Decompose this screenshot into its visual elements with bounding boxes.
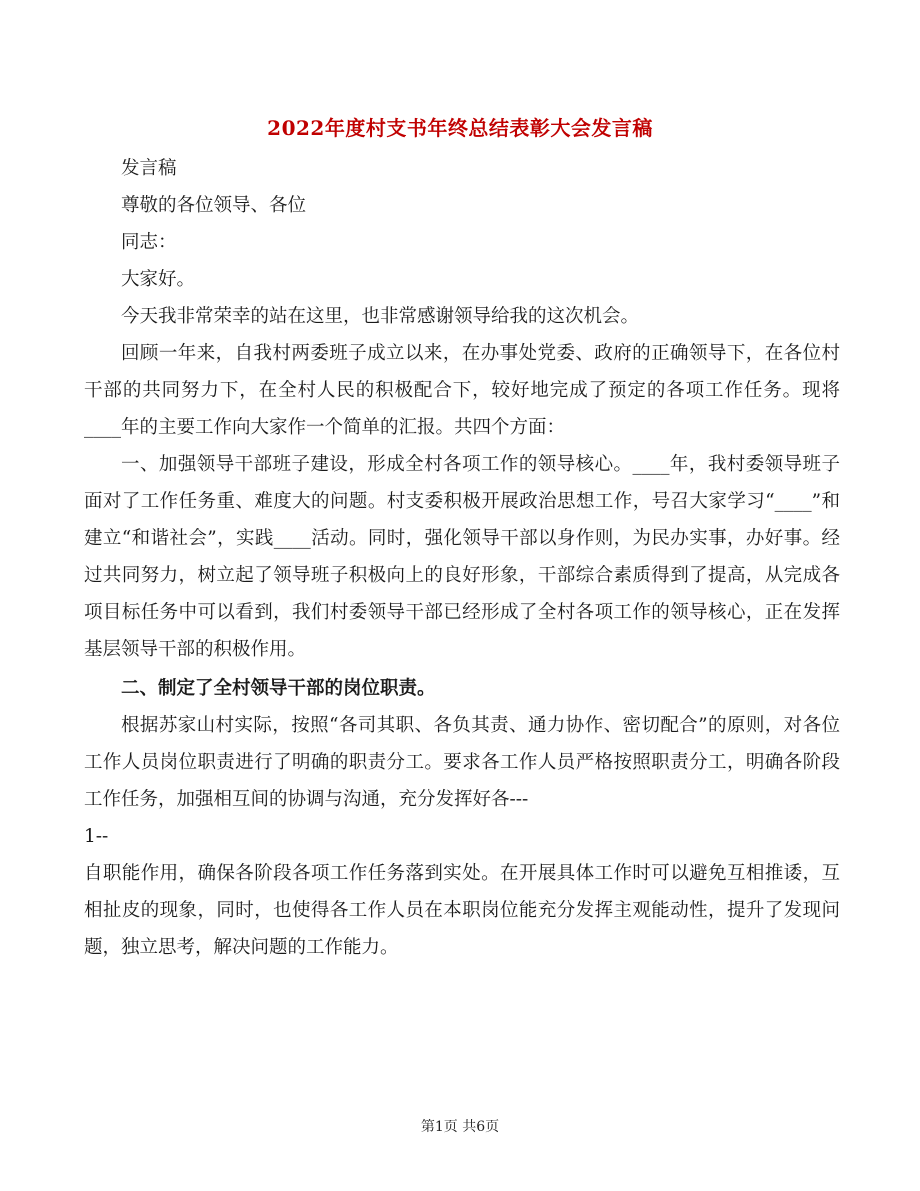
paragraph-comrades: 同志： [121, 232, 177, 253]
paragraph-greeting: 大家好。 [121, 269, 196, 290]
paragraph-salutation-heading: 发言稿 [121, 158, 177, 179]
section-heading-two: 二、制定了全村领导干部的岗位职责。 [121, 678, 436, 699]
paragraph-section-one: 一、加强领导干部班子建设，形成全村各项工作的领导核心。____年，我村委领导班子面对了工作任务重、难度大的问题。村支委积极开展政治思想工作，号召大家学习“____”和建立“和谐社会”，实践____活动。同时，强化领导干部以身作则，为民办实事，办好事。经过共同努力，树立起了领导班子积极向上的良好形象，干部综合素质得到了提高，从完成各项目标任务中可以看到，我们村委领导干部已经形成了全村各项工作的领导核心，正在发挥基层领导干部的积极作用。 [84, 454, 840, 660]
page-footer: 第1页 共6页 [420, 1119, 500, 1135]
paragraph-honored: 今天我非常荣幸的站在这里，也非常感谢领导给我的这次机会。 [121, 306, 640, 327]
paragraph-continuation: 自职能作用，确保各阶段各项工作任务落到实处。在开展具体工作时可以避免互相推诿，互相扯皮的现象，同时，也使得各工作人员在本职岗位能充分发挥主观能动性，提升了发现问题，独立思考，解决问题的工作能力。 [84, 863, 840, 958]
paragraph-respected-leaders: 尊敬的各位领导、各位 [121, 195, 307, 216]
paragraph-responsibilities: 根据苏家山村实际，按照“各司其职、各负其责、通力协作、密切配合”的原则，对各位工作人员岗位职责进行了明确的职责分工。要求各工作人员严格按照职责分工，明确各阶段工作任务，加强相互间的协调与沟通，充分发挥好各--- [84, 715, 840, 810]
document-body [84, 150, 840, 966]
document-title: 2022年度村支书年终总结表彰大会发言稿 [267, 116, 653, 140]
inline-page-marker: 1-- [84, 826, 109, 847]
paragraph-review: 回顾一年来，自我村两委班子成立以来，在办事处党委、政府的正确领导下，在各位村干部的共同努力下，在全村人民的积极配合下，较好地完成了预定的各项工作任务。现将____年的主要工作向大家作一个简单的汇报。共四个方面： [84, 343, 840, 438]
